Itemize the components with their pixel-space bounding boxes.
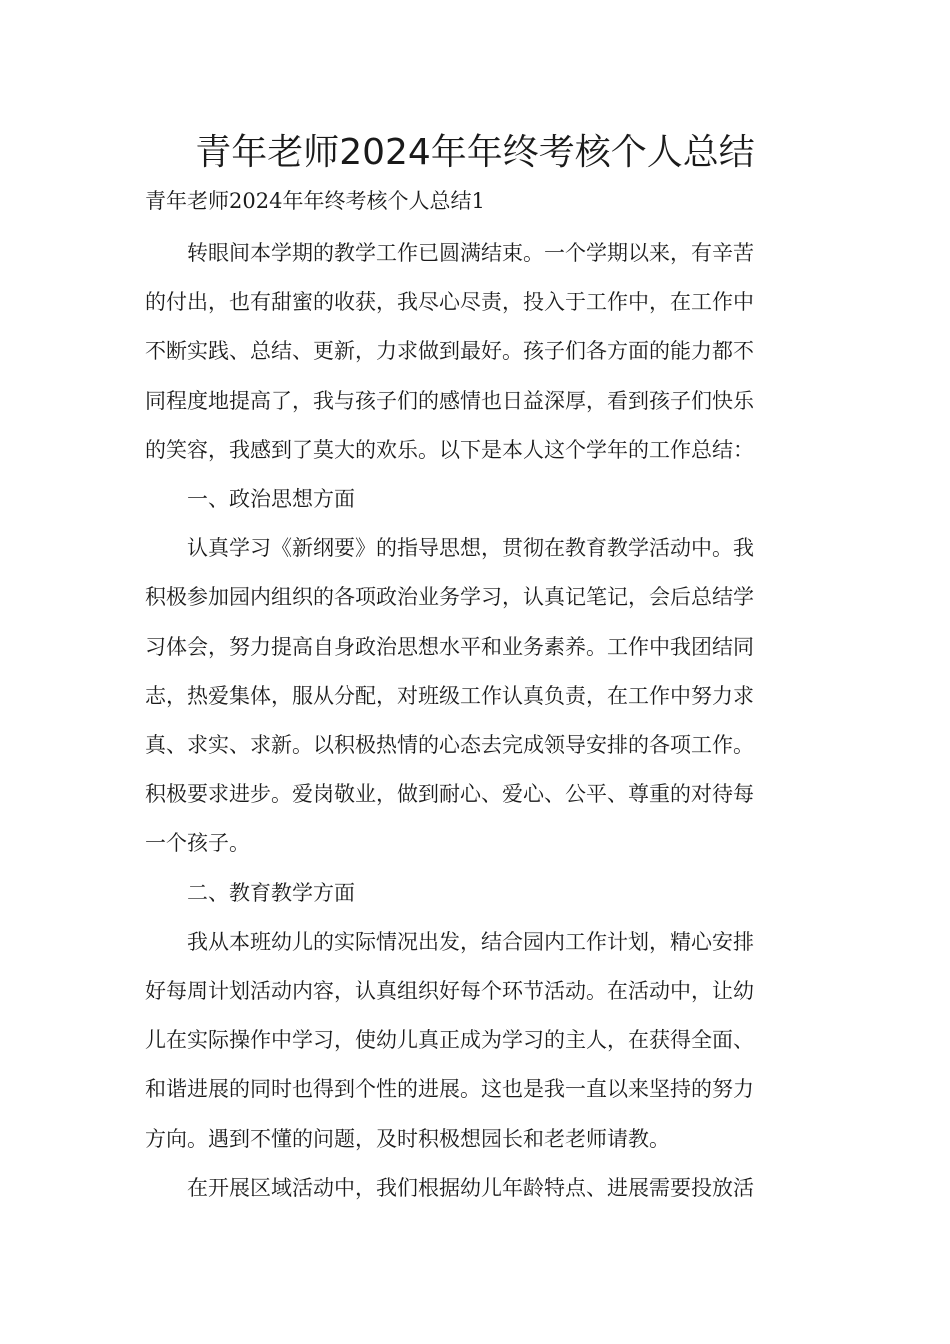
text-line: 和谐进展的同时也得到个性的进展。这也是我一直以来坚持的努力 — [145, 1077, 754, 1102]
text-line: 在开展区域活动中，我们根据幼儿年龄特点、进展需要投放活 — [187, 1175, 754, 1200]
text-line: 的付出，也有甜蜜的收获，我尽心尽责，投入于工作中，在工作中 — [145, 290, 754, 315]
text-line: 方向。遇到不懂的问题，及时积极想园长和老老师请教。 — [145, 1126, 670, 1151]
text-line: 积极参加园内组织的各项政治业务学习，认真记笔记，会后总结学 — [145, 585, 754, 610]
text-line: 认真学习《新纲要》的指导思想，贯彻在教育教学活动中。我 — [187, 536, 754, 561]
document-body — [145, 229, 807, 1213]
text-line: 二、教育教学方面 — [187, 880, 355, 905]
text-line: 我从本班幼儿的实际情况出发，结合园内工作计划，精心安排 — [187, 929, 754, 954]
text-line: 儿在实际操作中学习，使幼儿真正成为学习的主人，在获得全面、 — [145, 1028, 754, 1053]
text-line: 的笑容，我感到了莫大的欢乐。以下是本人这个学年的工作总结： — [145, 437, 754, 462]
body-paragraph — [145, 229, 807, 475]
text-line: 志，热爱集体，服从分配，对班级工作认真负责，在工作中努力求 — [145, 683, 754, 708]
text-line: 好每周计划活动内容，认真组织好每个环节活动。在活动中，让幼 — [145, 979, 754, 1004]
body-paragraph — [145, 1164, 807, 1213]
document-title: 青年老师2024年年终考核个人总结 — [195, 132, 755, 173]
section-heading — [145, 475, 807, 524]
body-paragraph — [145, 918, 807, 1164]
document-subtitle: 青年老师2024年年终考核个人总结1 — [145, 189, 485, 213]
text-line: 习体会，努力提高自身政治思想水平和业务素养。工作中我团结同 — [145, 634, 754, 659]
text-line: 积极要求进步。爱岗敬业，做到耐心、爱心、公平、尊重的对待每 — [145, 782, 754, 807]
text-line: 一、政治思想方面 — [187, 487, 355, 512]
text-line: 真、求实、求新。以积极热情的心态去完成领导安排的各项工作。 — [145, 733, 754, 758]
body-paragraph — [145, 524, 807, 868]
text-line: 不断实践、总结、更新，力求做到最好。孩子们各方面的能力都不 — [145, 339, 754, 364]
text-line: 同程度地提高了，我与孩子们的感情也日益深厚，看到孩子们快乐 — [145, 388, 754, 413]
text-line: 转眼间本学期的教学工作已圆满结束。一个学期以来，有辛苦 — [187, 241, 754, 265]
section-heading — [145, 869, 807, 918]
text-line: 一个孩子。 — [145, 831, 250, 856]
